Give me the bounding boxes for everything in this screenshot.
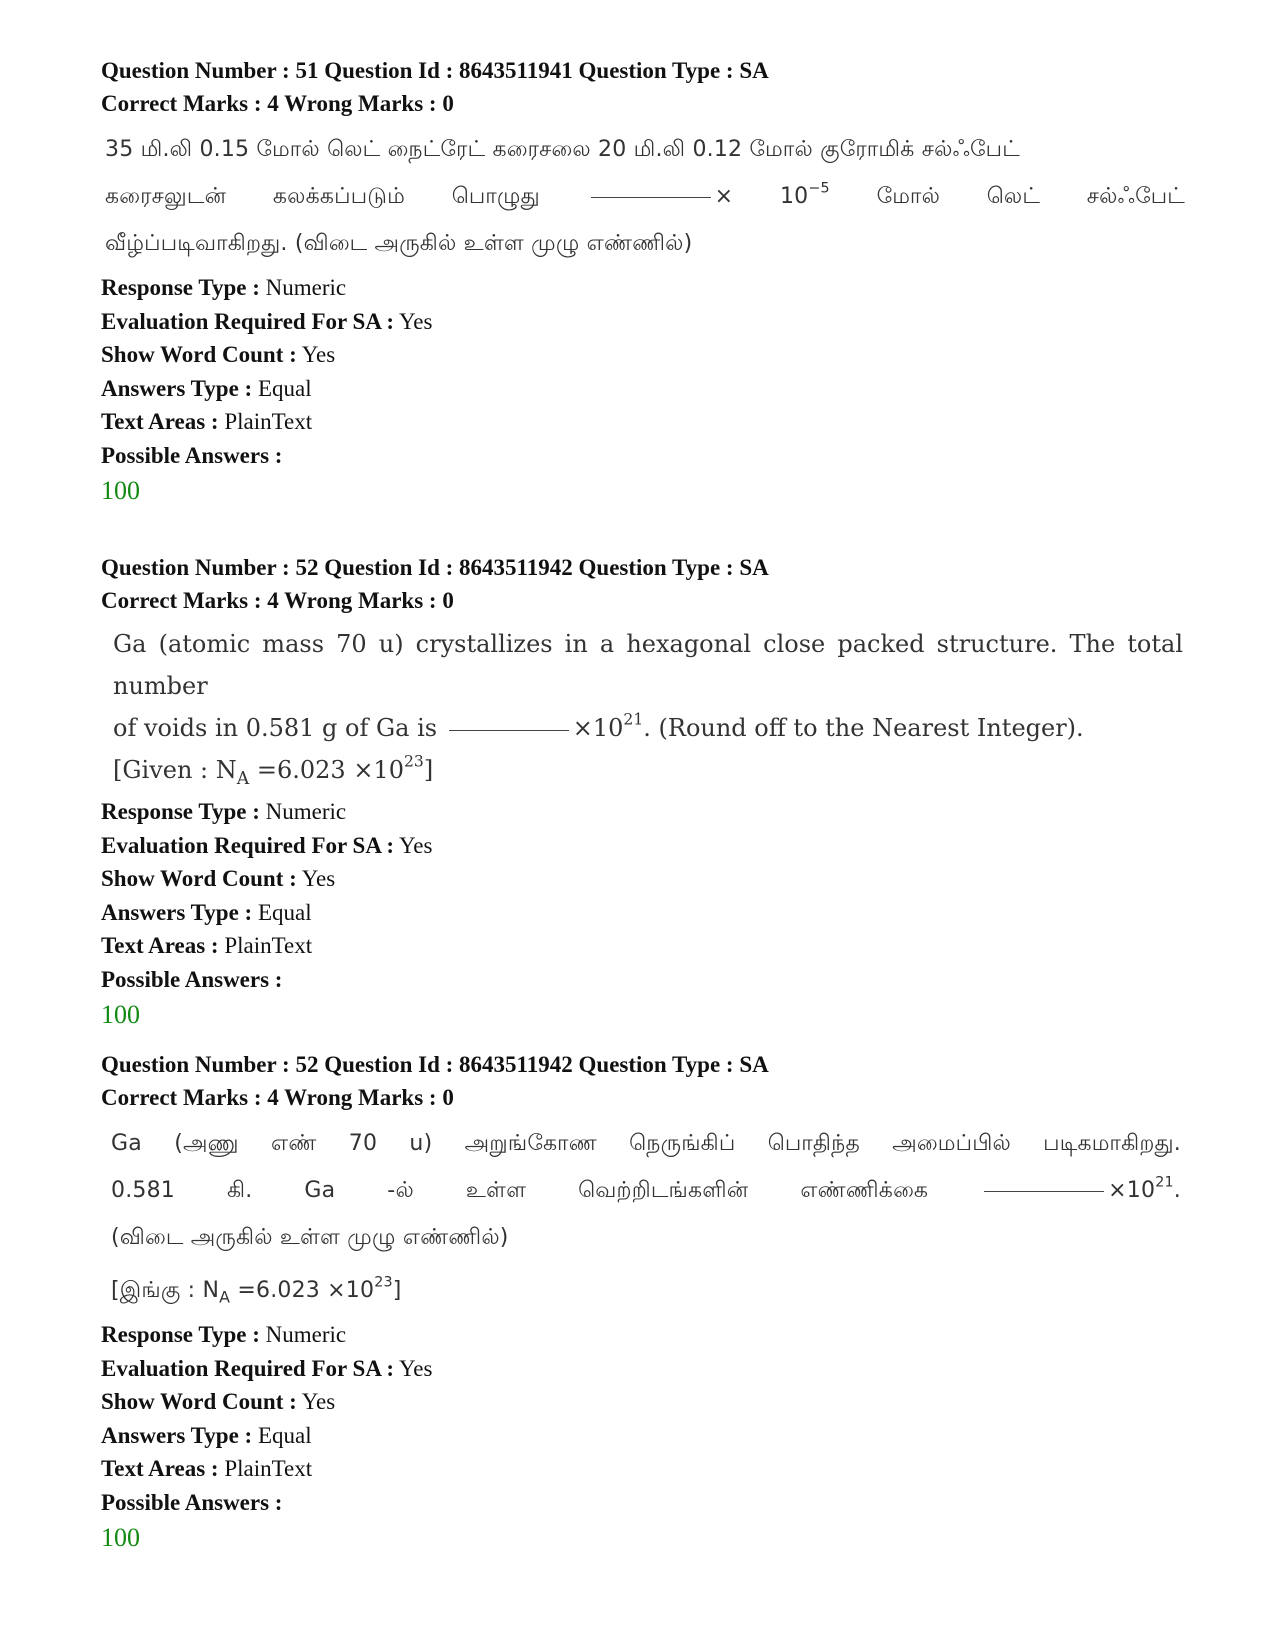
- answers-type-value: Equal: [257, 899, 312, 925]
- question-text: [111, 1120, 1181, 1314]
- marks-header: Correct Marks : 4 Wrong Marks : 0: [101, 587, 454, 613]
- marks-header: Correct Marks : 4 Wrong Marks : 0: [101, 1084, 454, 1110]
- given-value: =6.023 ×10: [230, 1278, 375, 1303]
- word-count-value: Yes: [301, 866, 336, 891]
- question-line-1: Ga (அணு எண் 70 u) அறுங்கோண நெருங்கிப் பொதிந்த அமைப்பில் படிகமாகிறது.: [111, 1131, 1181, 1156]
- word-count-value: Yes: [301, 1389, 336, 1414]
- question-block-52-tamil: [101, 1049, 1181, 1555]
- text-areas-value: PlainText: [224, 933, 313, 958]
- exponent: 21: [623, 710, 644, 729]
- given-value: =6.023 ×10: [249, 756, 404, 784]
- text-areas-row: [101, 929, 1181, 963]
- given-close: ]: [392, 1278, 402, 1303]
- word-count-label: Show Word Count :: [101, 342, 297, 367]
- possible-answer-value: 100: [101, 476, 140, 505]
- question-text: [113, 623, 1183, 791]
- evaluation-row: [101, 1352, 1181, 1386]
- word-count-label: Show Word Count :: [101, 1389, 297, 1414]
- answers-type-value: Equal: [257, 375, 312, 401]
- question-line-2-tail: . (Round off to the Nearest Integer).: [643, 714, 1084, 742]
- answers-type-row: [101, 372, 1181, 406]
- given-exponent: 23: [403, 752, 424, 771]
- given-subscript: A: [236, 769, 250, 790]
- question-line-4: [111, 1267, 1181, 1314]
- answers-type-value: Equal: [257, 1422, 312, 1448]
- possible-answers-label: Possible Answers :: [101, 1489, 283, 1515]
- word-count-label: Show Word Count :: [101, 866, 297, 891]
- possible-answer-value: 100: [101, 1523, 140, 1552]
- given-close: ]: [423, 756, 434, 784]
- question-line-2-tail: .: [1173, 1178, 1181, 1203]
- word-count-row: [101, 1385, 1181, 1419]
- evaluation-value: Yes: [399, 308, 433, 334]
- question-line-2: [113, 707, 1183, 749]
- answers-type-label: Answers Type :: [101, 1422, 253, 1448]
- evaluation-row: [101, 305, 1181, 339]
- answer-blank: [449, 729, 569, 731]
- text-areas-row: [101, 1452, 1181, 1486]
- question-line-3: [113, 749, 1183, 791]
- response-type-row: [101, 271, 1181, 305]
- given-subscript: A: [219, 1287, 231, 1307]
- exponent: 21: [1155, 1174, 1174, 1191]
- word-count-value: Yes: [301, 342, 336, 367]
- question-line-2-text: of voids in 0.581 g of Ga is: [113, 714, 438, 742]
- possible-answers-row: [101, 439, 1181, 473]
- given-label: [இங்கு : N: [111, 1278, 220, 1303]
- answers-type-row: [101, 896, 1181, 930]
- response-type-value: Numeric: [265, 799, 347, 824]
- question-line-2-text: 0.581 கி. Ga -ல் உள்ள வெற்றிடங்களின் எண்ணிக்கை: [111, 1178, 929, 1203]
- evaluation-label: Evaluation Required For SA :: [101, 1355, 395, 1381]
- given-label: [Given : N: [113, 756, 237, 784]
- text-areas-label: Text Areas :: [101, 1456, 219, 1481]
- response-type-value: Numeric: [265, 1322, 347, 1347]
- answers-type-label: Answers Type :: [101, 375, 253, 401]
- text-areas-value: PlainText: [224, 409, 313, 434]
- text-areas-row: [101, 405, 1181, 439]
- question-line-3: (விடை அருகில் உள்ள முழு எண்ணில்): [111, 1225, 509, 1250]
- possible-answers-label: Possible Answers :: [101, 966, 283, 992]
- question-header: Question Number : 51 Question Id : 8643511941 Question Type : SA: [101, 58, 769, 83]
- marks-header: Correct Marks : 4 Wrong Marks : 0: [101, 90, 454, 116]
- evaluation-value: Yes: [399, 832, 433, 858]
- answers-type-label: Answers Type :: [101, 899, 253, 925]
- possible-answers-row: [101, 963, 1181, 997]
- text-areas-label: Text Areas :: [101, 409, 219, 434]
- response-type-label: Response Type :: [101, 1322, 260, 1347]
- question-header: Question Number : 52 Question Id : 8643511942 Question Type : SA: [101, 555, 769, 580]
- response-type-value: Numeric: [265, 275, 347, 300]
- exponent-base: × 10: [714, 184, 809, 209]
- evaluation-row: [101, 829, 1181, 863]
- possible-answer-value: 100: [101, 1000, 140, 1029]
- question-block-51: [101, 55, 1185, 508]
- evaluation-label: Evaluation Required For SA :: [101, 832, 395, 858]
- evaluation-label: Evaluation Required For SA :: [101, 308, 395, 334]
- given-exponent: 23: [374, 1274, 393, 1291]
- response-type-label: Response Type :: [101, 275, 260, 300]
- question-line-2: [105, 173, 1185, 220]
- response-type-label: Response Type :: [101, 799, 260, 824]
- answer-blank: [984, 1190, 1104, 1192]
- question-line-1: Ga (atomic mass 70 u) crystallizes in a hexagonal close packed structure. The total number: [113, 630, 1183, 700]
- question-line-3: வீழ்ப்படிவாகிறது. (விடை அருகில் உள்ள முழு எண்ணில்): [105, 231, 693, 256]
- answers-type-row: [101, 1419, 1181, 1453]
- question-line-1: 35 மி.லி 0.15 மோல் லெட் நைட்ரேட் கரைசலை 20 மி.லி 0.12 மோல் குரோமிக் சல்ஃபேட்: [105, 137, 1020, 162]
- exponent-base: ×10: [572, 714, 624, 742]
- possible-answers-label: Possible Answers :: [101, 442, 283, 468]
- question-line-2-text: கரைசலுடன் கலக்கப்படும் பொழுது: [105, 184, 540, 209]
- question-line-2-tail: மோல் லெட் சல்ஃபேட்: [876, 184, 1185, 209]
- word-count-row: [101, 862, 1181, 896]
- question-text: [105, 126, 1185, 267]
- answer-blank: [591, 196, 711, 198]
- word-count-row: [101, 338, 1181, 372]
- text-areas-value: PlainText: [224, 1456, 313, 1481]
- response-type-row: [101, 1318, 1181, 1352]
- evaluation-value: Yes: [399, 1355, 433, 1381]
- question-line-2: [111, 1167, 1181, 1214]
- question-header: Question Number : 52 Question Id : 8643511942 Question Type : SA: [101, 1052, 769, 1077]
- text-areas-label: Text Areas :: [101, 933, 219, 958]
- possible-answers-row: [101, 1486, 1181, 1520]
- response-type-row: [101, 795, 1181, 829]
- question-block-52-english: [101, 552, 1181, 1032]
- exponent: −5: [808, 180, 830, 197]
- exponent-base: ×10: [1108, 1178, 1156, 1203]
